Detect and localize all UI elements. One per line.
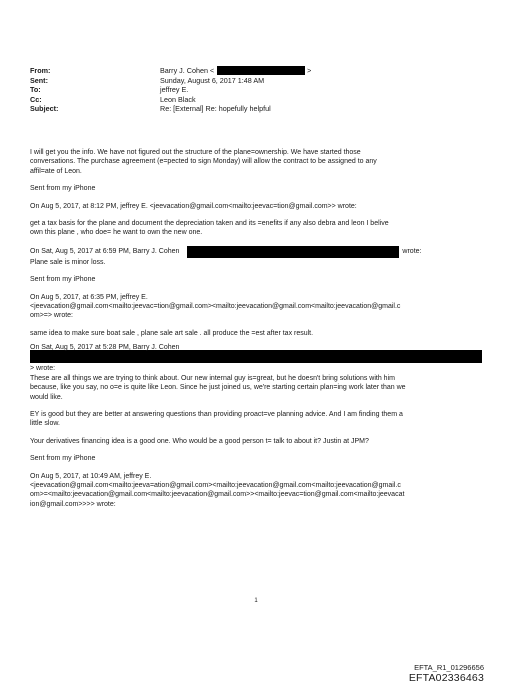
body-line: > wrote: [30,365,56,373]
body-line: would like. [30,393,63,401]
quote-header: On Aug 5, 2017, at 6:35 PM, jeffrey E. [30,293,148,301]
signature: Sent from my iPhone [30,185,96,193]
subject-label: Subject: [30,104,59,114]
from-label: From: [30,66,51,75]
from-row [30,66,311,76]
bates-reference-large: EFTA02336463 [408,672,484,684]
body-line: same idea to make sure boat sale , plane sale art sale . all produce the =est after tax result. [30,329,314,337]
body-line: little slow. [30,420,60,428]
bates-reference-small: EFTA_R1_01296656 [414,663,484,672]
quote-header: On Aug 5, 2017, at 8:12 PM, jeffrey E. <jeevacation@gmail.com<mailto:jeevac=tion@gmail.com>> wrote: [30,202,357,210]
page-number: 1 [254,598,258,604]
from-tail: > [307,66,312,75]
body-line: <jeevacation@gmail.com<mailto:jeeva=ation@gmail.com><mailto:jeevacation@gmail.com<mailto:jeevacation@gmail.c [30,481,401,489]
sent-label: Sent: [30,75,48,85]
cc-label: Cc: [30,94,42,104]
redaction-box [217,66,305,75]
body-line: get a tax basis for the plane and document the depreciation taken and its =enefits if any also debra and leon I belive [30,220,389,228]
body-line: om>=> wrote: [30,312,73,320]
body-line: conversations. The purchase agreement (e=pected to sign Monday) will allow the contract to be assigned to any [30,158,377,166]
body-line: Your derivatives financing idea is a good one. Who would be a good person t= talk to about it? Justin at JPM? [30,437,369,445]
sent-value: Sunday, August 6, 2017 1:48 AM [160,75,265,85]
body-line: EY is good but they are better at answering questions than providing proact=ve planning advice. And I am finding them a [30,410,403,418]
sent-row [30,76,311,86]
body-line: own this plane , who doe= he want to own the new one. [30,229,203,237]
body-line: because, like you say, no o=e is quite like Leon. Since he just joined us, we're starting certain plan=ing work later than we [30,384,406,392]
subject-value: Re: [External] Re: hopefully helpful [160,104,271,114]
to-label: To: [30,85,41,95]
email-body [30,148,482,509]
cc-row [30,95,311,105]
signature: Sent from my iPhone [30,276,96,284]
body-line: om>=<mailto:jeevacation@gmail.com<mailto:jeevacation@gmail.com>><mailto:jeevac=tion@gmail.com<mailto:jeevacat [30,491,405,499]
to-row [30,85,311,95]
email-header [30,66,311,114]
from-value: Barry J. Cohen < [160,66,215,75]
body-line: I will get you the info. We have not figured out the structure of the plane=ownership. We have started those [30,149,361,156]
signature: Sent from my iPhone [30,455,96,463]
quote-header: On Sat, Aug 5, 2017 at 5:28 PM, Barry J. Cohen [30,344,180,352]
body-line: Plane sale is minor loss. [30,258,106,266]
body-line: affil=ate of Leon. [30,167,82,175]
subject-row [30,104,311,114]
body-line: These are all things we are trying to think about. Our new internal guy is=great, but he doesn't bring solutions with him [30,374,395,382]
redaction-box [187,246,399,258]
to-value: jeffrey E. [160,85,189,95]
body-line: <jeevacation@gmail.com<mailto:jeevac=tion@gmail.com><mailto:jeevacation@gmail.com<mailto:jeevacation@gmail.c [30,303,401,311]
quote-header: On Aug 5, 2017, at 10:49 AM, jeffrey E. [30,472,152,480]
body-line: ion@gmail.com>>>> wrote: [30,500,116,508]
cc-value: Leon Black [160,94,196,104]
quote-header: On Sat, Aug 5, 2017 at 6:59 PM, Barry J. Cohen wrote: [30,246,482,258]
